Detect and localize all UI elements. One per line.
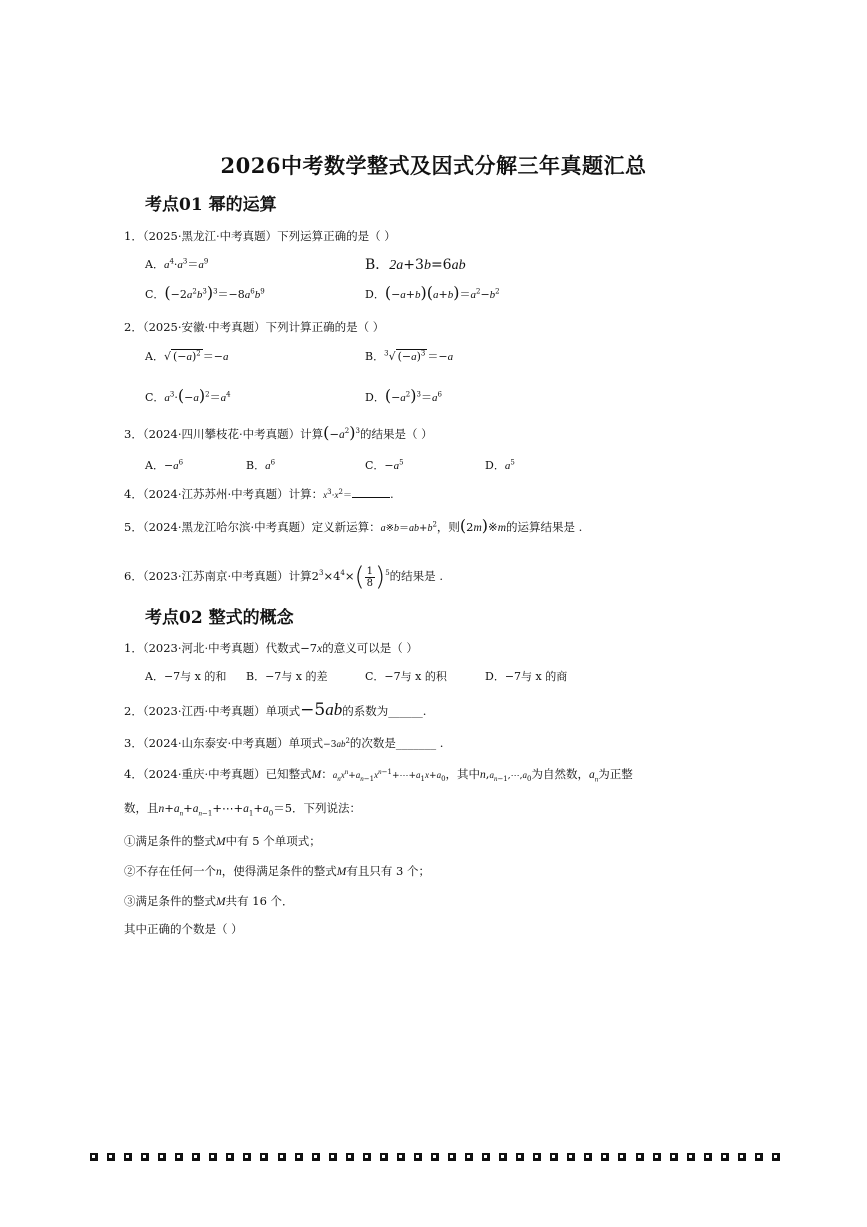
footer-square <box>397 1153 405 1161</box>
footer-square <box>175 1153 183 1161</box>
footer-square <box>704 1153 712 1161</box>
option-b: B．$^3$√ $(-a)^3 =-a$ <box>365 349 454 363</box>
footer-square <box>295 1153 303 1161</box>
footer-square <box>772 1153 780 1161</box>
footer-square <box>124 1153 132 1161</box>
footer-square <box>636 1153 644 1161</box>
footer-decoration <box>90 1153 780 1165</box>
footer-square <box>260 1153 268 1161</box>
section-heading-1: 考点01 幂的运算 <box>145 195 277 215</box>
statement-1: ①满足条件的整式M中有 5 个单项式； <box>124 834 321 848</box>
footer-square <box>653 1153 661 1161</box>
footer-square <box>516 1153 524 1161</box>
option-a: A．$-a^6$ <box>145 458 184 472</box>
footer-square <box>738 1153 746 1161</box>
option-b: B．−7与 x 的差 <box>246 670 328 683</box>
footer-square <box>346 1153 354 1161</box>
question-2-1: 1．（2023·河北·中考真题）代数式−7x的意义可以是（ ） <box>124 641 418 655</box>
option-b: B．2a+3b=6ab <box>365 257 466 273</box>
footer-square <box>380 1153 388 1161</box>
option-a: A．√ $(-a)^2 =-a$ <box>145 349 229 363</box>
question-1-1: 1．（2025·黑龙江·中考真题）下列运算正确的是（ ） <box>124 229 396 243</box>
footer-square <box>431 1153 439 1161</box>
footer-square <box>584 1153 592 1161</box>
footer-square <box>618 1153 626 1161</box>
footer-square <box>567 1153 575 1161</box>
footer-square <box>448 1153 456 1161</box>
footer-square <box>278 1153 286 1161</box>
option-d: D．−7与 x 的商 <box>485 670 568 683</box>
option-a: A．$a^4\cdot a^3=a^9$ <box>145 257 209 271</box>
option-a: A．−7与 x 的和 <box>145 670 227 683</box>
footer-square <box>209 1153 217 1161</box>
footer-square <box>721 1153 729 1161</box>
question-1-5: 5．（2024·黑龙江哈尔滨·中考真题）定义新运算：$a※b=ab+b^2$，则(2m)※m的运算结果是 . <box>124 516 583 535</box>
option-c: C．$-a^5$ <box>365 458 404 472</box>
question-2-4-cont: 数，且$n+a_n+a_{n-1}+\cdots+a_1+a_0=5$．下列说法： <box>124 801 362 818</box>
footer-square <box>226 1153 234 1161</box>
question-2-2: 2．（2023·江西·中考真题）单项式−5ab的系数为______. <box>124 700 427 720</box>
option-d: D．$(-a^2)^3=a^6$ <box>365 386 442 405</box>
footer-square <box>482 1153 490 1161</box>
option-d: D．$(-a+b)(a+b)=a^2-b^2$ <box>365 283 500 302</box>
footer-square <box>312 1153 320 1161</box>
footer-square <box>158 1153 166 1161</box>
question-1-3: 3．（2024·四川攀枝花·中考真题）计算$(-a^2)^3$的结果是（ ） <box>124 423 433 442</box>
option-c: C．−7与 x 的积 <box>365 670 447 683</box>
page-title: 2026中考数学整式及因式分解三年真题汇总 <box>220 153 647 178</box>
statement-2: ②不存在任何一个n，使得满足条件的整式M有且只有 3 个； <box>124 864 430 878</box>
footer-square <box>533 1153 541 1161</box>
footer-square <box>363 1153 371 1161</box>
option-d: D．$a^5$ <box>485 458 515 472</box>
footer-square <box>755 1153 763 1161</box>
footer-square <box>90 1153 98 1161</box>
question-2-4-prompt: 其中正确的个数是（ ） <box>124 922 243 936</box>
footer-square <box>192 1153 200 1161</box>
footer-square <box>465 1153 473 1161</box>
footer-square <box>141 1153 149 1161</box>
question-1-4: 4．（2024·江苏苏州·中考真题）计算：$x^3\cdot x^2=$ . <box>124 487 394 501</box>
section-heading-2: 考点02 整式的概念 <box>145 608 294 628</box>
option-b: B．$a^6$ <box>246 458 276 472</box>
footer-square <box>243 1153 251 1161</box>
footer-square <box>107 1153 115 1161</box>
option-c: C．$a^3\cdot(-a)^2=a^4$ <box>145 386 231 405</box>
footer-square <box>601 1153 609 1161</box>
question-1-6: 6．（2023·江苏南京·中考真题）计算$2^3\times 4^4\times$( $\frac{1}{8}$ )$^5$的结果是 . <box>124 562 443 592</box>
option-c: C．$(-2a^2b^3)^3=-8a^6b^9$ <box>145 283 265 302</box>
footer-square <box>670 1153 678 1161</box>
question-2-4: 4．（2024·重庆·中考真题）已知整式M：$a_nx^n+a_{n-1}x^{n-1}+\cdots+a_1x+a_0$，其中$n,a_{n-1},\cdots,a_0$为自然数，$a_n$为正整 <box>124 767 633 784</box>
question-2-3: 3．（2024·山东泰安·中考真题）单项式$-3ab^2$的次数是_______ . <box>124 736 444 750</box>
question-1-2: 2．（2025·安徽·中考真题）下列计算正确的是（ ） <box>124 320 385 334</box>
footer-square <box>499 1153 507 1161</box>
statement-3: ③满足条件的整式M共有 16 个． <box>124 894 294 908</box>
footer-square <box>550 1153 558 1161</box>
footer-square <box>414 1153 422 1161</box>
footer-square <box>687 1153 695 1161</box>
footer-square <box>329 1153 337 1161</box>
